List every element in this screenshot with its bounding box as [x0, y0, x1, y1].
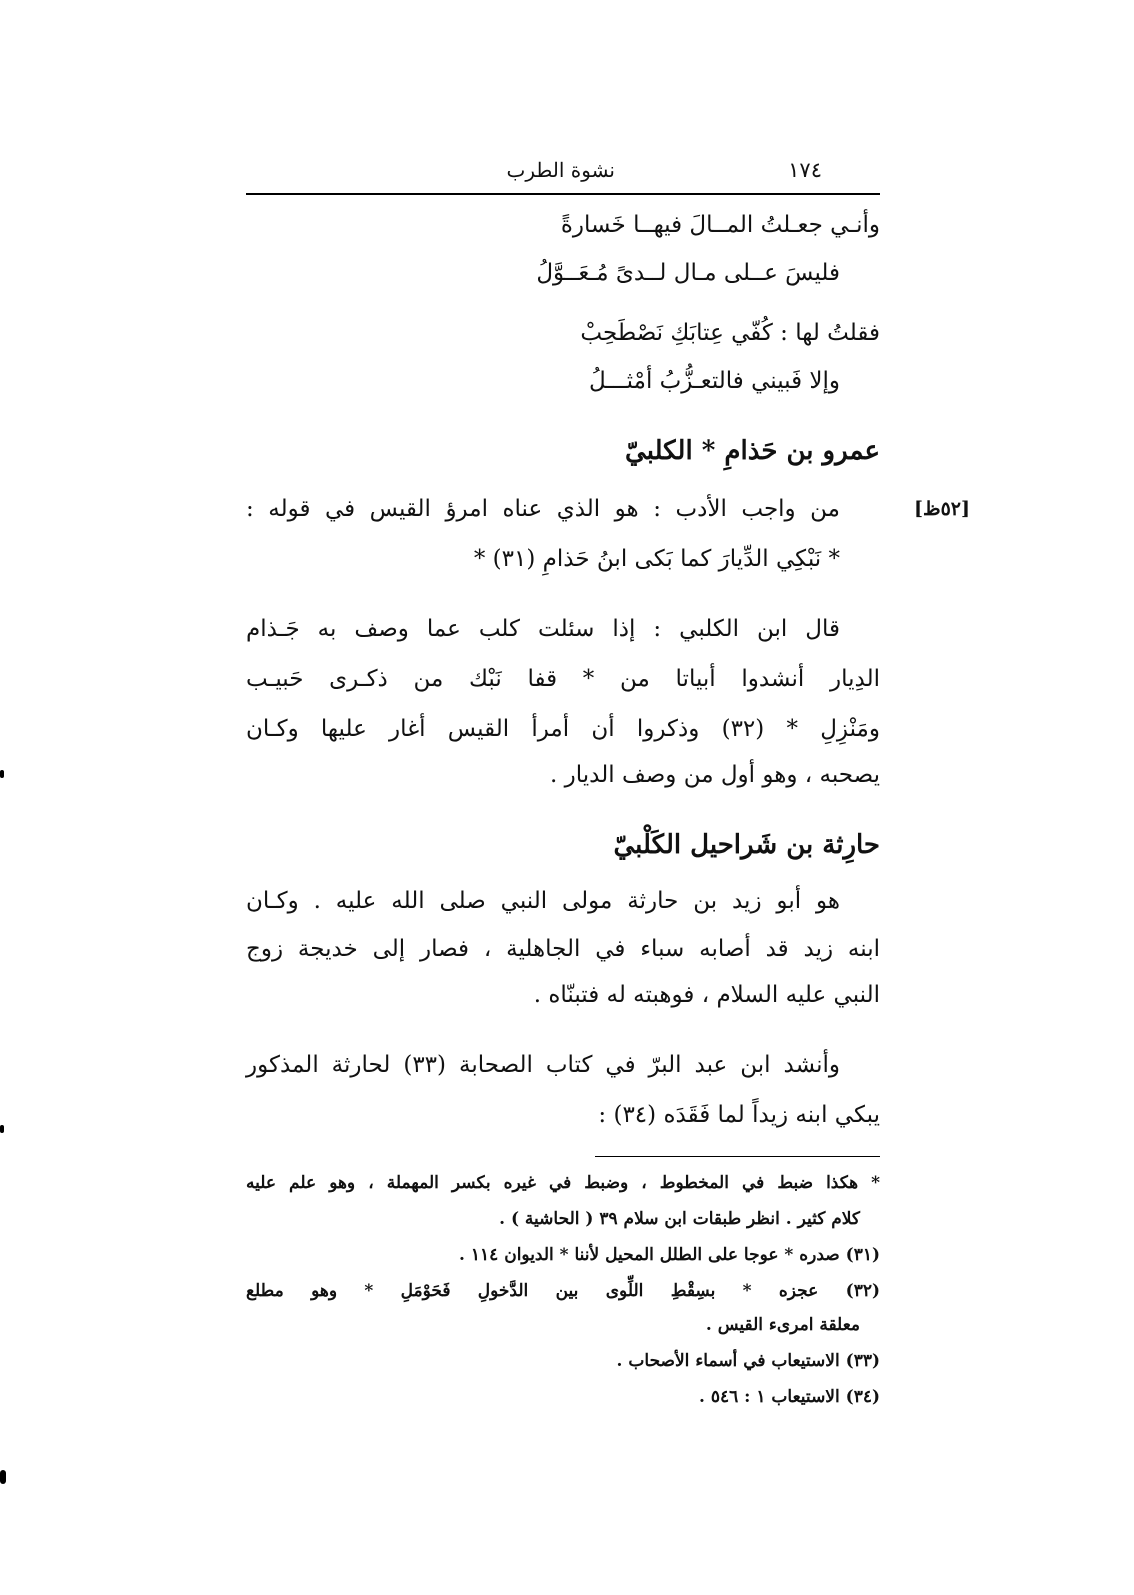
verse-line: وإلا فَبيني فالتعـزُّبُ أمْثـــلُ — [589, 368, 840, 394]
paragraph-line: ابنه زيد قد أصابه سباء في الجاهلية ، فصار إلى خديجة زوج — [246, 936, 880, 962]
margin-folio-note: [٥٢ظ] — [914, 498, 970, 520]
paragraph-line: وأنشد ابن عبد البرّ في كتاب الصحابة (٣٣) لحارثة المذكور — [246, 1052, 840, 1078]
verse-line: فليسَ عــلى مـال لــدىً مُـعَــوَّلُ — [536, 260, 840, 286]
book-page — [246, 150, 970, 1450]
footnote-line: (٣٤) الاستيعاب ١ : ٥٤٦ . — [698, 1387, 880, 1407]
paragraph-line: من واجب الأدب : هو الذي عناه امرؤ القيس في قوله : — [246, 496, 840, 522]
scan-mark — [0, 770, 4, 778]
paragraph-line: يبكي ابنه زيداً لما فَقَدَه (٣٤) : — [598, 1102, 880, 1128]
scan-mark — [0, 1470, 6, 1484]
paragraph-line: يصحبه ، وهو أول من وصف الديار . — [550, 762, 880, 788]
running-title: نشوة الطرب — [506, 158, 615, 182]
header-rule — [246, 193, 880, 195]
paragraph-line: النبي عليه السلام ، فوهبته له فتبنّاه . — [533, 982, 880, 1008]
footnote-rule — [595, 1156, 880, 1157]
footnote-line: * هكذا ضبط في المخطوط ، وضبط في غيره بكسر المهملة ، وهو علم عليه — [246, 1173, 880, 1193]
page-number: ١٧٤ — [788, 158, 822, 182]
footnote-line: (٣٣) الاستيعاب في أسماء الأصحاب . — [616, 1351, 880, 1371]
verse-line: وأنـي جعـلتُ المــالَ فيهــا خَسارةً — [560, 212, 880, 238]
paragraph-line: قال ابن الكلبي : إذا سئلت كلب عما وصف به جَـذام — [246, 616, 840, 642]
footnote-line: (٣٢) عجزه * بسِقْطِ اللِّوى بين الدَّخولِ فَحَوْمَلِ * وهو مطلع — [246, 1281, 880, 1301]
section-heading: حارِثة بن شَراحيل الكَلْبيّ — [613, 830, 880, 860]
paragraph-line: هو أبو زيد بن حارثة مولى النبي صلى الله عليه . وكـان — [246, 888, 840, 914]
page-header — [246, 158, 880, 192]
paragraph-line: * نَبْكِي الدِّيارَ كما بَكى ابنُ حَذامِ (٣١) * — [473, 546, 840, 572]
section-heading: عمرو بن حَذامِ * الكلبيّ — [625, 436, 880, 466]
paragraph-line: ومَنْزِلِ * (٣٢) وذكروا أن أمرأ القيس أغار عليها وكـان — [246, 716, 880, 742]
footnote-line: (٣١) صدره * عوجا على الطلل المحيل لأننا * الديوان ١١٤ . — [459, 1245, 880, 1265]
footnote-line: كلام كثير . انظر طبقات ابن سلام ٣٩ ( الحاشية ) . — [499, 1209, 860, 1229]
verse-line: فقلتُ لها : كُفّي عِتابَكِ نَصْطَحِبْ — [580, 320, 880, 346]
scan-mark — [0, 1125, 4, 1133]
paragraph-line: الدِيار أنشدوا أبياتا من * قفا نَبْك من ذكـرى حَبيـب — [246, 666, 880, 692]
footnote-line: معلقة امرىء القيس . — [705, 1315, 860, 1335]
